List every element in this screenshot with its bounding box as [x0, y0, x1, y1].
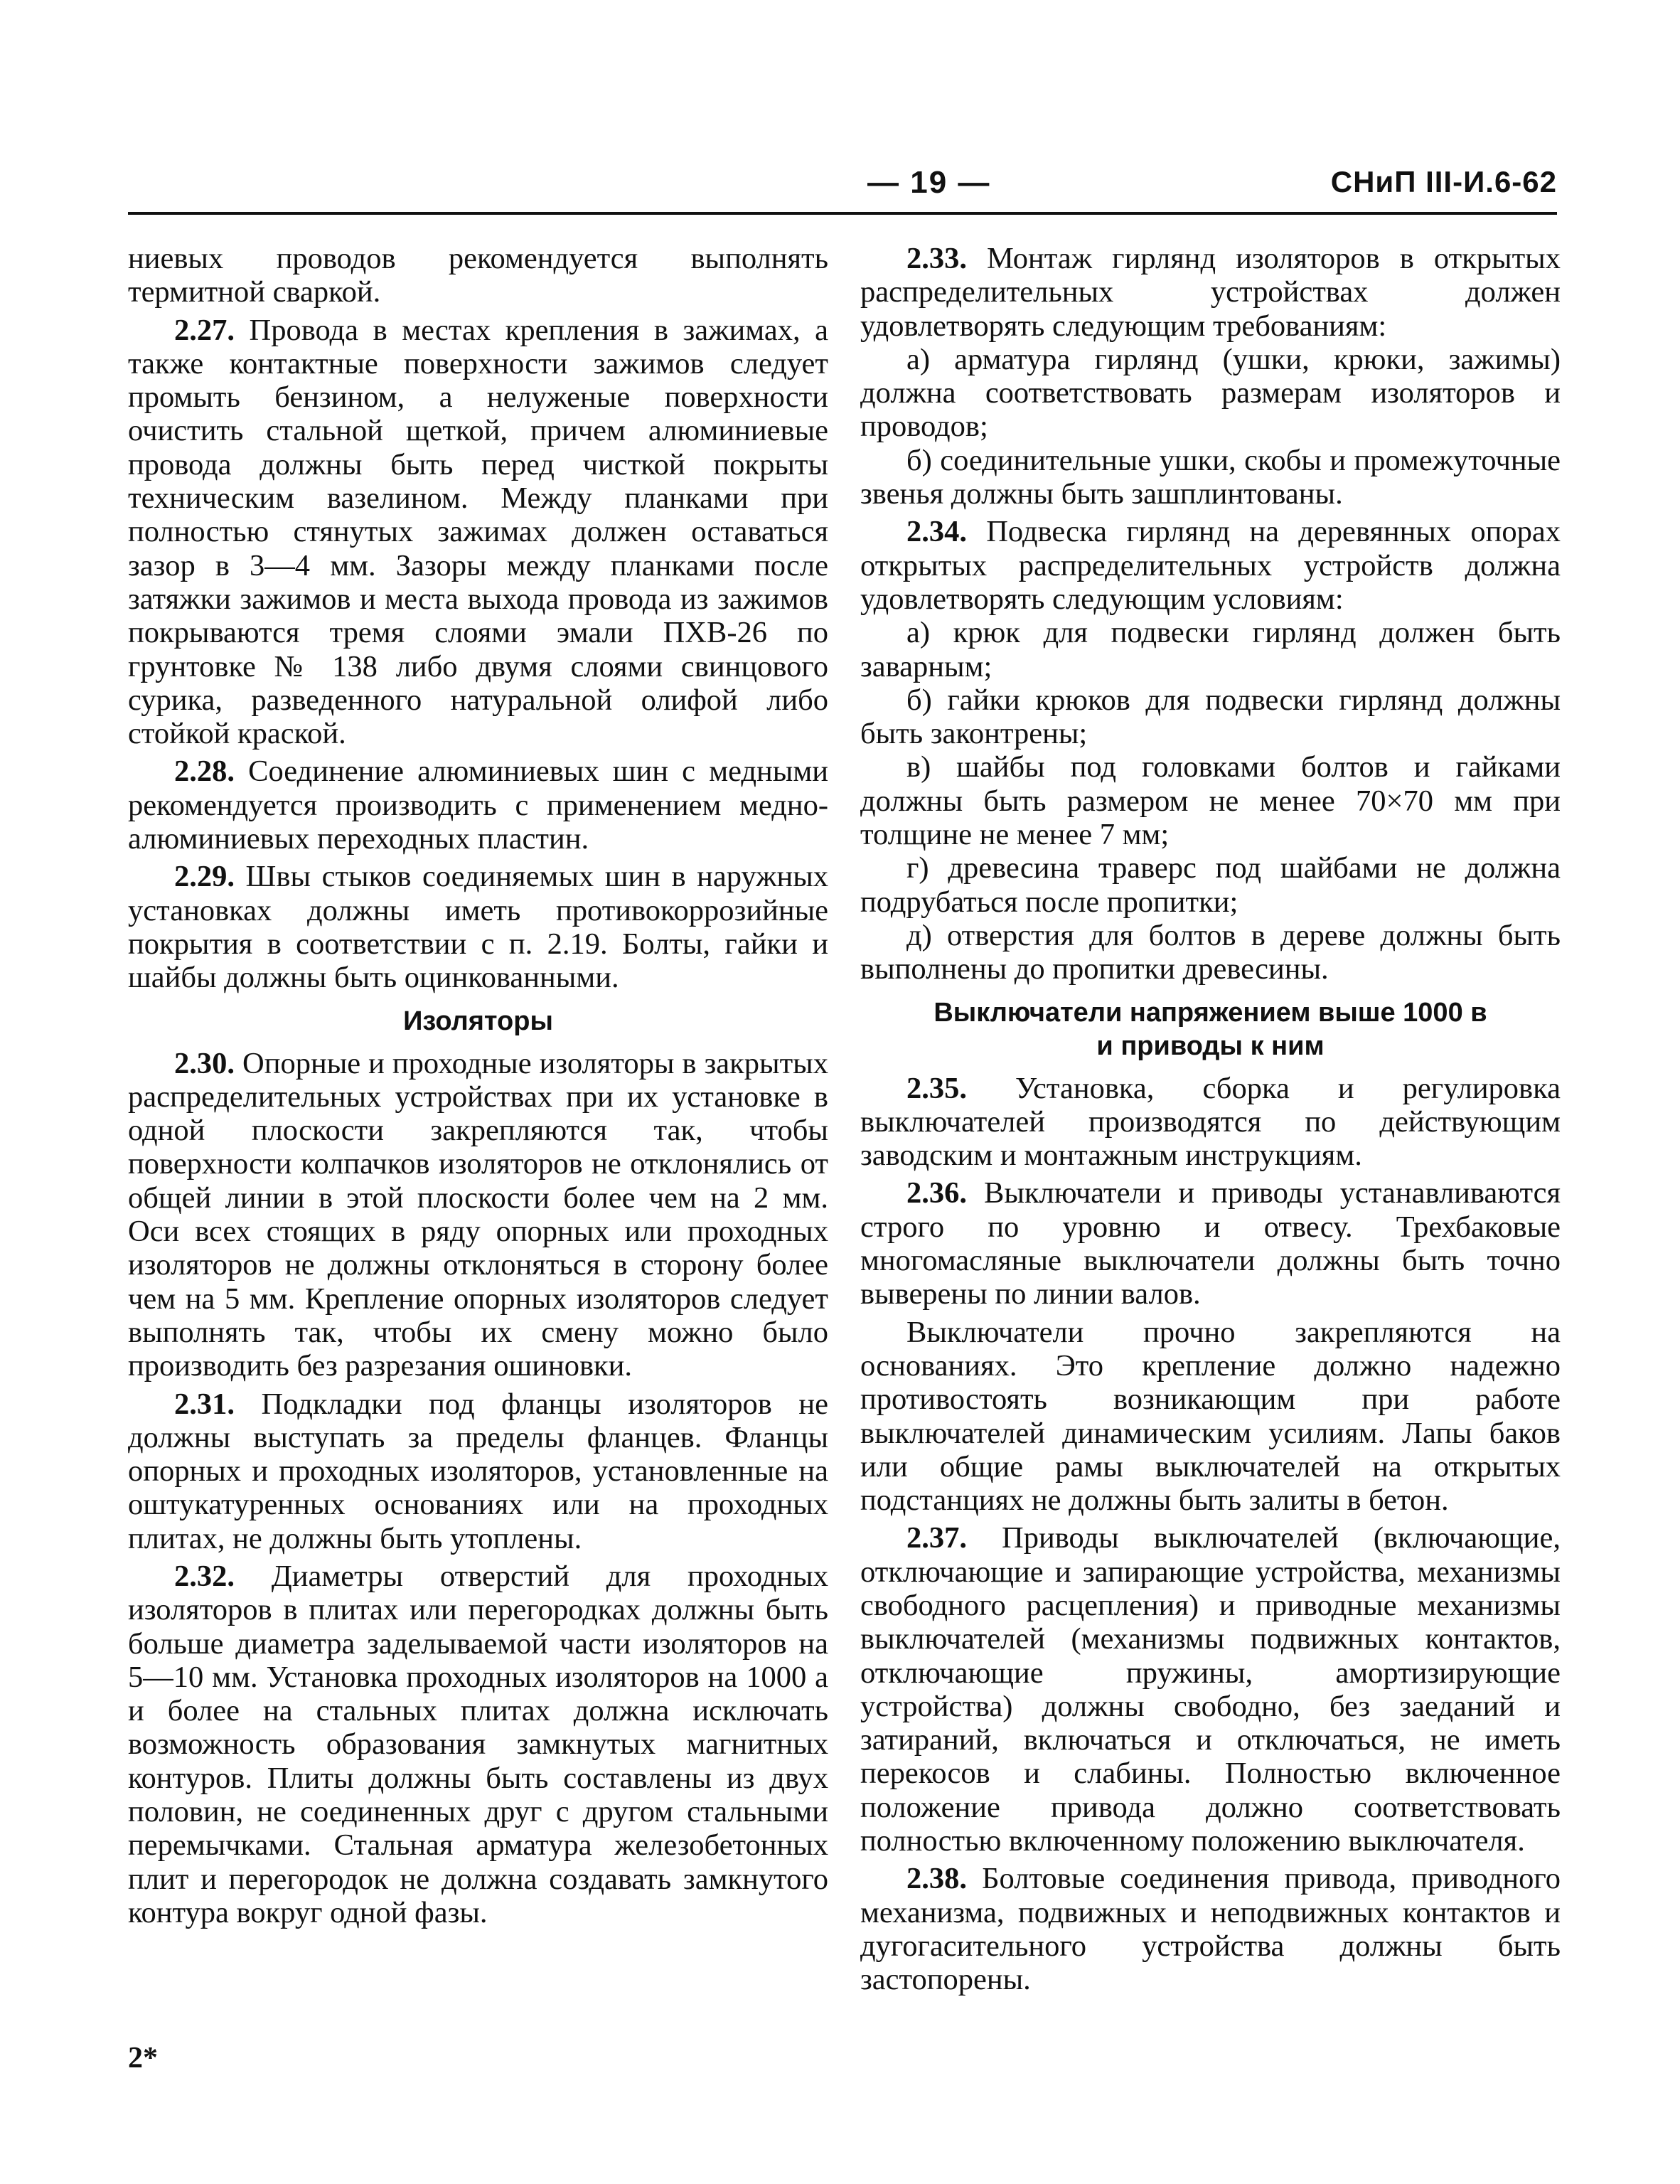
- clause-number: 2.38.: [906, 1862, 967, 1896]
- clause-2-30: [128, 1047, 828, 1383]
- clause-number: 2.29.: [174, 860, 235, 894]
- section-heading: [860, 996, 1561, 1063]
- section-heading-line: Выключатели напряжением выше 1000 в: [933, 997, 1487, 1028]
- page-header: [128, 165, 1557, 208]
- clause-2-33: [860, 242, 1561, 343]
- list-item: б) гайки крюков для подвески гирлянд должны быть законтрены;: [860, 683, 1561, 751]
- clause-number: 2.35.: [906, 1071, 967, 1105]
- clause-text: Приводы выключателей (включающие, отключающие и запирающие устройства, механизмы свободного расцепления) и приводные механизмы выключателей (механизмы подвижных контактов, отключающие пружины, амортизирующие устройства) должны свободно, без заеданий и затираний, включаться и отключаться, не иметь перекосов и слабины. Полностью включенное положение привода должно соответствовать полностью включенному положению выключателя.: [860, 1521, 1561, 1858]
- clause-number: 2.28.: [174, 755, 235, 789]
- clause-text: Соединение алюминиевых шин с медными рекомендуется производить с применением медно-алюминиевых переходных пластин.: [128, 755, 828, 856]
- clause-2-35: [860, 1072, 1561, 1173]
- header-rule: [128, 212, 1557, 215]
- clause-number: 2.30.: [174, 1046, 235, 1080]
- clause-number: 2.37.: [906, 1521, 967, 1555]
- list-item: в) шайбы под головками болтов и гайками должны быть размером не менее 70×70 мм при толщине не менее 7 мм;: [860, 750, 1561, 852]
- list-item: д) отверстия для болтов в дереве должны быть выполнены до пропитки древесины.: [860, 918, 1561, 986]
- clause-2-34: [860, 515, 1561, 616]
- clause-number: 2.32.: [174, 1559, 235, 1593]
- clause-number: 2.31.: [174, 1387, 235, 1421]
- clause-text: Установка, сборка и регулировка выключателей производятся по действующим заводским и монтажным инструкциям.: [860, 1071, 1561, 1173]
- clause-text: Швы стыков соединяемых шин в наружных установках должны иметь противокоррозийные покрытия в соответствии с п. 2.19. Болты, гайки и шайбы должны быть оцинкованными.: [128, 860, 828, 995]
- clause-text: Выключатели и приводы устанавливаются строго по уровню и отвесу. Трехбаковые многомасляные выключатели должны быть точно выверены по линии валов.: [860, 1176, 1561, 1311]
- clause-text: Опорные и проходные изоляторы в закрытых распределительных устройствах при их установке в одной плоскости закрепляются так, чтобы поверхности колпачков изоляторов не отклонялись от общей линии в этой плоскости более чем на 2 мм. Оси всех стоящих в ряду опорных или проходных изоляторов не должны отклоняться в сторону более чем на 5 мм. Крепление опорных изоляторов следует выполнять так, чтобы их смену можно было производить без разрезания ошиновки.: [128, 1046, 828, 1383]
- section-heading-line: и приводы к ним: [1096, 1030, 1325, 1061]
- left-column: [128, 242, 828, 1929]
- clause-number: 2.36.: [906, 1176, 967, 1210]
- clause-2-38: [860, 1862, 1561, 1996]
- clause-text: Болтовые соединения привода, приводного механизма, подвижных и неподвижных контактов и дугогасительного устройства должны быть застопорены.: [860, 1862, 1561, 1997]
- clause-text: Провода в местах крепления в зажимах, а также контактные поверхности зажимов следует промыть бензином, а нелуженые поверхности очистить стальной щеткой, причем алюминиевые провода должны быть перед чисткой покрыты техническим вазелином. Между планками при полностью стянутых зажимах должен оставаться зазор в 3—4 мм. Зазоры между планками после затяжки зажимов и места выхода провода из зажимов покрываются тремя слоями эмали ПХВ-26 по грунтовке № 138 либо двумя слоями свинцового сурика, разведенного натуральной олифой либо стойкой краской.: [128, 313, 828, 751]
- section-heading: Изоляторы: [403, 1006, 553, 1036]
- paragraph: Выключатели прочно закрепляются на основаниях. Это крепление должно надежно противостоять возникающим при работе выключателей динамическим усилиям. Лапы баков или общие рамы выключателей на открытых подстанциях не должны быть залиты в бетон.: [860, 1315, 1561, 1518]
- clause-text: Подвеска гирлянд на деревянных опорах открытых распределительных устройств должна удовлетворять следующим условиям:: [860, 515, 1561, 616]
- clause-2-29: [128, 860, 828, 994]
- list-item: а) крюк для подвески гирлянд должен быть заварным;: [860, 616, 1561, 683]
- right-column: [860, 242, 1561, 1997]
- clause-2-36: [860, 1176, 1561, 1311]
- clause-text: Диаметры отверстий для проходных изоляторов в плитах или перегородках должны быть больше диаметра заделываемой части изоляторов на 5—10 мм. Установка проходных изоляторов на 1000 а и более на стальных плитах должна исключать возможность образования замкнутых магнитных контуров. Плиты должны быть составлены из двух половин, не соединенных друг с другом стальными перемычками. Стальная арматура железобетонных плит и перегородок не должна создавать замкнутого контура вокруг одной фазы.: [128, 1559, 828, 1929]
- clause-2-37: [860, 1521, 1561, 1858]
- clause-text: Подкладки под фланцы изоляторов не должны выступать за пределы фланцев. Фланцы опорных и проходных изоляторов, установленные на оштукатуренных основаниях или на проходных плитах, не должны быть утоплены.: [128, 1387, 828, 1555]
- clause-number: 2.33.: [906, 242, 967, 275]
- paragraph-continuation: ниевых проводов рекомендуется выполнять термитной сваркой.: [128, 242, 828, 309]
- page-number: — 19 —: [867, 165, 991, 200]
- clause-number: 2.34.: [906, 515, 967, 549]
- list-item: б) соединительные ушки, скобы и промежуточные звенья должны быть зашплинтованы.: [860, 443, 1561, 511]
- list-item: г) древесина траверс под шайбами не должна подрубаться после пропитки;: [860, 851, 1561, 919]
- list-item: а) арматура гирлянд (ушки, крюки, зажимы) должна соответствовать размерам изоляторов и проводов;: [860, 342, 1561, 444]
- clause-2-31: [128, 1387, 828, 1555]
- clause-2-32: [128, 1560, 828, 1929]
- clause-text: Монтаж гирлянд изоляторов в открытых распределительных устройствах должен удовлетворять следующим требованиям:: [860, 242, 1561, 343]
- clause-2-28: [128, 755, 828, 856]
- clause-2-27: [128, 314, 828, 751]
- document-code: СНиП III-И.6-62: [1330, 165, 1557, 198]
- clause-number: 2.27.: [174, 313, 235, 347]
- signature-mark: 2*: [128, 2042, 158, 2074]
